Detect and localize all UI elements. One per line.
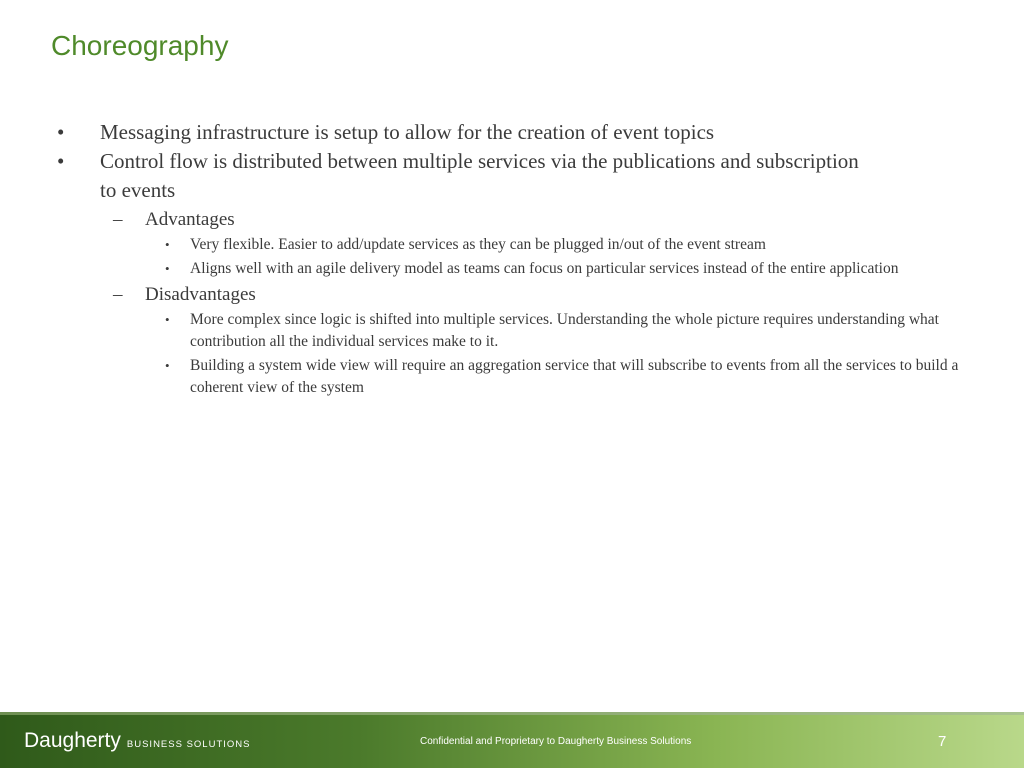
disadvantage-text: Building a system wide view will require an aggregation service that will subscribe to events from all the services to build a coherent view of the system [190,357,959,396]
dash-marker: – [113,284,123,305]
bullet-text: Control flow is distributed between multiple services via the publications and subscription to events [100,149,859,202]
disadvantages-label: Disadvantages [145,284,256,305]
bullet-text: Messaging infrastructure is setup to allow for the creation of event topics [100,120,715,144]
bullet-marker: • [57,149,65,173]
bullet-item [0,118,870,147]
slide-title: Choreography [51,30,229,61]
advantage-item [0,234,960,256]
bullet-item [0,147,870,205]
small-bullet-marker: • [165,237,170,252]
company-logo [24,729,250,753]
bullet-marker: • [57,120,65,144]
disadvantage-item [0,355,960,399]
advantage-text: Aligns well with an agile delivery model as teams can focus on particular services instead of the entire application [190,260,899,277]
small-bullet-marker: • [165,312,170,327]
disadvantage-item [0,309,960,353]
page-number: 7 [938,733,947,750]
disadvantage-text: More complex since logic is shifted into multiple services. Understanding the whole picture requires understanding what contribution all the individual services make to it. [190,311,939,350]
small-bullet-marker: • [165,261,170,276]
advantages-heading [0,207,1024,232]
dash-marker: – [113,209,123,230]
advantage-text: Very flexible. Easier to add/update services as they can be plugged in/out of the event stream [190,236,766,253]
advantages-label: Advantages [145,209,235,230]
logo-wordmark: Daugherty [24,729,121,752]
advantage-item [0,258,960,280]
disadvantages-heading [0,282,1024,307]
logo-tagline: BUSINESS SOLUTIONS [126,739,251,750]
slide-body [0,118,1024,399]
confidential-notice: Confidential and Proprietary to Daugherty Business Solutions [420,736,692,747]
footer-bar [0,715,1024,768]
small-bullet-marker: • [165,358,170,373]
